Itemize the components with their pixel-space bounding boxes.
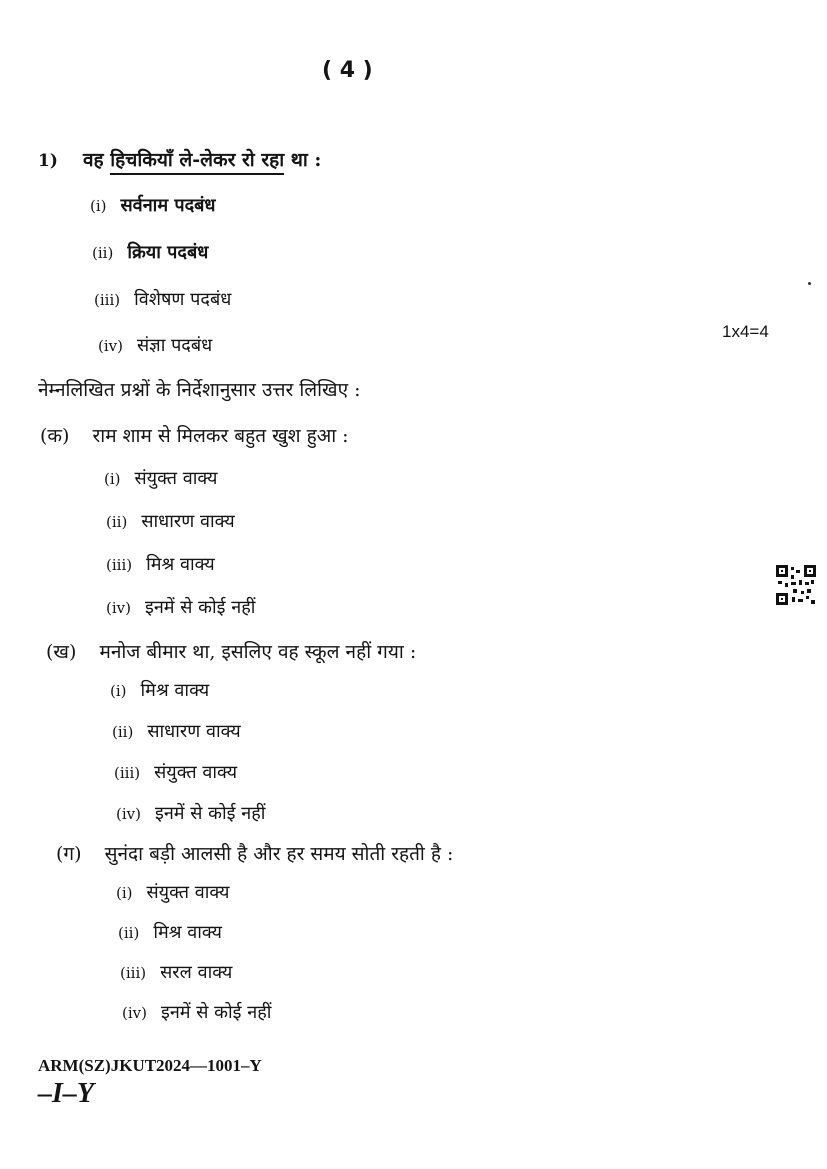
option-number: (iv) [122,1004,147,1022]
question-stem: मनोज बीमार था, इसलिए वह स्कूल नहीं गया : [99,641,417,663]
question-label: (क) [40,425,70,447]
option-text: इनमें से कोई नहीं [160,1002,272,1023]
option-number: (iv) [116,805,141,823]
question-stem-suffix: था : [284,149,322,171]
option-row [112,719,241,743]
option-number: (i) [104,470,121,488]
option-text: मिश्र वाक्य [140,680,210,701]
option-row [114,760,237,784]
option-text: इनमें से कोई नहीं [154,803,266,824]
marks-allocation: 1x4=4 [722,322,769,341]
option-row [110,678,209,702]
option-number: (iii) [94,291,121,309]
option-row [104,466,218,490]
question-stem: राम शाम से मिलकर बहुत खुश हुआ : [92,425,349,447]
option-text: मिश्र वाक्य [146,554,215,575]
option-row [120,960,232,984]
option-number: (iii) [114,764,141,782]
option-row [90,193,216,217]
option-number: (ii) [106,513,128,531]
option-text: सरल वाक्य [160,962,233,983]
option-text: साधारण वाक्य [147,721,241,742]
option-number: (ii) [112,723,134,741]
question-stem-underlined: हिचकियाँ ले-लेकर रो रहा [110,149,284,175]
option-text: सर्वनाम पदबंध [120,195,216,216]
option-row [106,552,215,576]
option-text: संयुक्त वाक्य [154,762,238,783]
option-number: (iv) [106,599,131,617]
question-stem: सुनंदा बड़ी आलसी है और हर समय सोती रहती है : [104,843,454,865]
option-row [98,333,212,357]
option-number: (iii) [120,964,147,982]
question-kha [46,638,416,664]
option-row [122,1000,271,1024]
scan-dot [808,282,811,285]
option-text: इनमें से कोई नहीं [144,597,256,618]
option-text: संयुक्त वाक्य [146,882,230,903]
option-text: संज्ञा पदबंध [136,335,213,356]
option-number: (ii) [92,244,114,262]
paper-set: –I–Y [38,1078,94,1109]
option-text: संयुक्त वाक्य [134,468,218,489]
option-text: विशेषण पदबंध [134,289,232,310]
page-number: ( 4 ) [322,58,373,83]
option-number: (ii) [118,924,140,942]
question-stem-prefix: वह [82,149,111,171]
qr-code-image [776,565,816,605]
option-number: (iv) [98,337,123,355]
question-ga [56,840,453,866]
paper-code: ARM(SZ)JKUT2024—1001–Y [38,1056,262,1075]
question-number: 1) [38,151,58,171]
option-row [116,801,265,825]
option-text: साधारण वाक्य [141,511,235,532]
option-text: क्रिया पदबंध [127,242,209,263]
option-number: (i) [110,682,127,700]
option-number: (i) [116,884,133,902]
option-number: (iii) [106,556,133,574]
option-row [92,240,208,264]
question-ka [40,422,349,448]
section-instruction: नेम्नलिखित प्रश्नों के निर्देशानुसार उत्तर लिखिए : [38,379,361,401]
question-label: (ख) [46,641,77,663]
question-1 [38,146,321,172]
option-text: मिश्र वाक्य [153,922,222,943]
option-row [94,287,231,311]
option-row [106,509,235,533]
option-row [116,880,230,904]
question-label: (ग) [56,843,82,865]
option-row [106,595,255,619]
option-number: (i) [90,197,107,215]
option-row [118,920,222,944]
